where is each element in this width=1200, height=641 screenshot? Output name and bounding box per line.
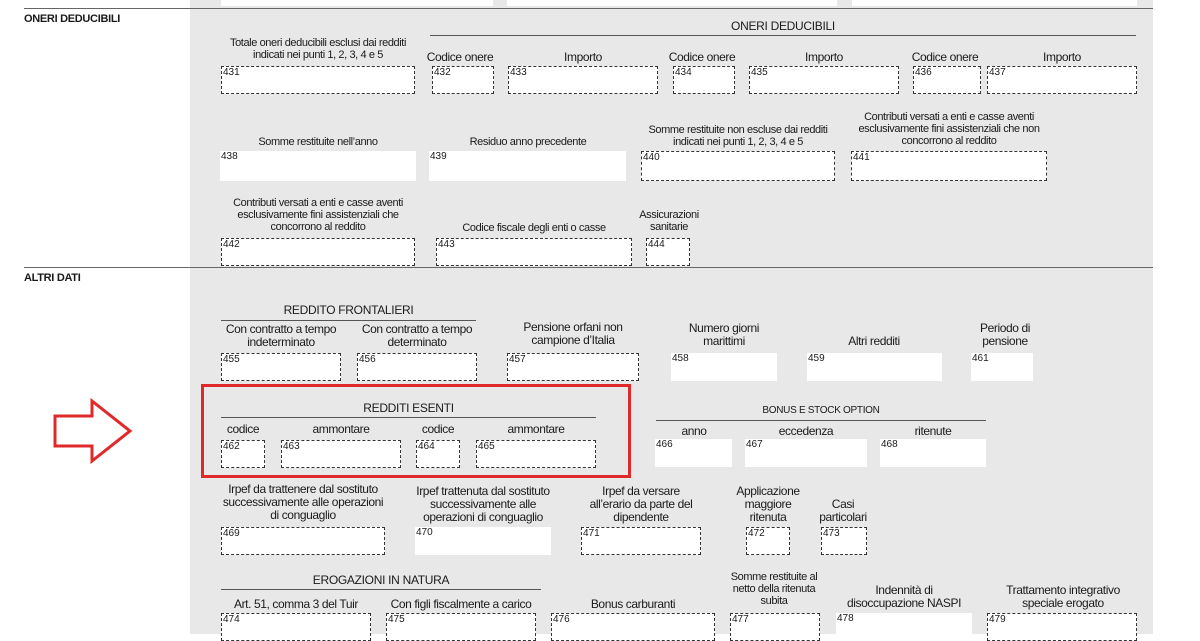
- field-number: 440: [643, 152, 660, 163]
- field-label-443: Codice fiscale degli enti o casse: [462, 222, 606, 234]
- field-number: 437: [989, 67, 1006, 78]
- field-467[interactable]: [745, 439, 867, 467]
- field-label-464: codice: [421, 422, 455, 436]
- field-number: 470: [416, 527, 433, 538]
- field-457[interactable]: [507, 353, 639, 381]
- field-434[interactable]: [673, 66, 735, 94]
- field-number: 444: [648, 239, 665, 250]
- field-473[interactable]: [821, 527, 867, 555]
- prev-field-cap: [221, 0, 493, 6]
- field-number: 433: [510, 67, 527, 78]
- field-number: 455: [223, 354, 240, 365]
- field-471[interactable]: [581, 527, 701, 555]
- field-label-438: Somme restituite nell’anno: [258, 136, 378, 148]
- field-431[interactable]: [221, 66, 415, 94]
- field-475[interactable]: [386, 613, 536, 641]
- field-label-468: ritenute: [914, 424, 952, 438]
- field-number: 459: [808, 353, 825, 364]
- field-433[interactable]: [508, 66, 658, 94]
- prev-field-cap: [507, 0, 837, 6]
- section-title-oneri: ONERI DEDUCIBILI: [24, 13, 121, 25]
- field-477[interactable]: [730, 613, 820, 641]
- field-478[interactable]: [836, 613, 972, 641]
- field-label-474: Art. 51, comma 3 del Tuir: [233, 597, 359, 611]
- field-number: 438: [221, 151, 238, 162]
- esenti-group-title: REDDITI ESENTI: [363, 401, 454, 415]
- field-number: 435: [751, 67, 768, 78]
- field-number: 467: [746, 439, 763, 450]
- field-label-470: Irpef trattenuta dal sostituto successivamente alle operazioni di conguaglio: [416, 484, 550, 524]
- field-456[interactable]: [357, 353, 477, 381]
- field-number: 439: [430, 151, 447, 162]
- field-label-479: Trattamento integrativo speciale erogato: [1006, 583, 1120, 610]
- field-476[interactable]: [551, 613, 715, 641]
- field-label-461: Periodo di pensione: [979, 321, 1031, 348]
- natura-group-title: EROGAZIONI IN NATURA: [312, 573, 450, 587]
- field-label-433: Importo: [564, 50, 602, 64]
- field-label-431: Totale oneri deducibili esclusi dai redditi indicati nei punti 1, 2, 3, 4 e 5: [229, 37, 407, 61]
- field-440[interactable]: [641, 151, 835, 181]
- field-label-436: Codice onere: [911, 50, 979, 64]
- field-468[interactable]: [880, 439, 986, 467]
- field-number: 456: [359, 354, 376, 365]
- field-label-473: Casi particolari: [819, 497, 867, 524]
- field-number: 469: [223, 528, 240, 539]
- field-469[interactable]: [221, 527, 385, 555]
- field-number: 466: [656, 439, 673, 450]
- field-label-434: Codice onere: [668, 50, 736, 64]
- field-label-440: Somme restituite non escluse dai redditi indicati nei punti 1, 2, 3, 4 e 5: [648, 124, 828, 148]
- oneri-group-title: ONERI DEDUCIBILI: [731, 19, 835, 33]
- field-432[interactable]: [432, 66, 494, 94]
- field-442[interactable]: [221, 238, 415, 266]
- frontalieri-group-title: REDDITO FRONTALIERI: [283, 303, 414, 317]
- field-number: 474: [223, 614, 240, 625]
- field-number: 443: [438, 239, 455, 250]
- field-number: 473: [823, 528, 840, 539]
- field-455[interactable]: [221, 353, 341, 381]
- field-label-432: Codice onere: [426, 50, 494, 64]
- highlight-box: [201, 384, 631, 478]
- field-436[interactable]: [913, 66, 981, 94]
- field-441[interactable]: [851, 151, 1047, 181]
- group-underline: [221, 320, 476, 321]
- group-underline: [656, 420, 986, 421]
- field-label-475: Con figli fiscalmente a carico: [390, 597, 532, 611]
- field-number: 436: [915, 67, 932, 78]
- field-label-467: eccedenza: [778, 424, 834, 438]
- field-label-466: anno: [681, 424, 707, 438]
- field-470[interactable]: [415, 527, 551, 555]
- field-437[interactable]: [987, 66, 1137, 94]
- field-number: 479: [989, 614, 1006, 625]
- group-underline: [221, 589, 541, 590]
- field-438[interactable]: [220, 151, 416, 181]
- field-472[interactable]: [746, 527, 790, 555]
- section-title-altri: ALTRI DATI: [24, 272, 81, 284]
- field-label-459: Altri redditi: [848, 334, 900, 348]
- field-label-435: Importo: [805, 50, 843, 64]
- field-label-442: Contributi versati a enti e casse aventi esclusivamente fini assistenziali che concorrono al reddito: [233, 197, 403, 233]
- field-number: 463: [283, 441, 300, 452]
- field-label-455: Con contratto a tempo indeterminato: [225, 322, 337, 349]
- field-number: 442: [223, 239, 240, 250]
- field-458[interactable]: [671, 353, 777, 381]
- field-label-471: Irpef da versare all’erario da parte del dipendente: [589, 484, 693, 524]
- field-label-465: ammontare: [507, 422, 565, 436]
- field-479[interactable]: [987, 613, 1137, 641]
- field-number: 471: [583, 528, 600, 539]
- field-435[interactable]: [749, 66, 899, 94]
- field-label-463: ammontare: [312, 422, 370, 436]
- field-label-441: Contributi versati a enti e casse aventi esclusivamente fini assistenziali che non concorrono al reddito: [858, 111, 1040, 147]
- field-number: 468: [881, 439, 898, 450]
- field-label-444: Assicurazioni sanitarie: [639, 209, 699, 233]
- field-number: 441: [853, 152, 870, 163]
- field-number: 477: [732, 614, 749, 625]
- section-rule: [24, 267, 1153, 268]
- prev-field-cap: [852, 0, 1137, 6]
- field-474[interactable]: [221, 613, 371, 641]
- field-number: 476: [553, 614, 570, 625]
- field-label-462: codice: [226, 422, 260, 436]
- field-444[interactable]: [646, 238, 690, 266]
- field-number: 478: [837, 613, 854, 624]
- field-number: 457: [509, 354, 526, 365]
- field-number: 431: [223, 67, 240, 78]
- group-underline: [430, 35, 1136, 36]
- field-number: 472: [748, 528, 765, 539]
- field-461[interactable]: [971, 353, 1033, 381]
- field-label-458: Numero giorni marittimi: [688, 321, 760, 348]
- field-439[interactable]: [429, 151, 626, 181]
- field-label-472: Applicazione maggiore ritenuta: [736, 484, 800, 524]
- field-label-469: Irpef da trattenere dal sostituto successivamente alle operazioni di conguaglio: [222, 482, 384, 522]
- field-number: 464: [418, 441, 435, 452]
- field-number: 475: [388, 614, 405, 625]
- field-label-456: Con contratto a tempo determinato: [361, 322, 473, 349]
- field-number: 458: [672, 353, 689, 364]
- field-number: 465: [478, 441, 495, 452]
- field-label-477: Somme restituite al netto della ritenuta subita: [730, 571, 818, 607]
- bonus-group-title: BONUS E STOCK OPTION: [762, 405, 880, 416]
- section-rule: [24, 8, 1153, 9]
- field-number: 432: [434, 67, 451, 78]
- field-label-439: Residuo anno precedente: [469, 136, 587, 148]
- field-label-437: Importo: [1043, 50, 1081, 64]
- field-label-478: Indennità di disoccupazione NASPI: [846, 583, 962, 610]
- field-443[interactable]: [436, 238, 632, 266]
- field-number: 434: [675, 67, 692, 78]
- field-459[interactable]: [807, 353, 942, 381]
- field-label-476: Bonus carburanti: [590, 597, 676, 611]
- field-number: 461: [972, 353, 989, 364]
- field-number: 462: [223, 441, 240, 452]
- field-label-457: Pensione orfani non campione d’Italia: [523, 320, 623, 347]
- right-arrow-outline-icon: [52, 398, 134, 464]
- field-466[interactable]: [655, 439, 732, 467]
